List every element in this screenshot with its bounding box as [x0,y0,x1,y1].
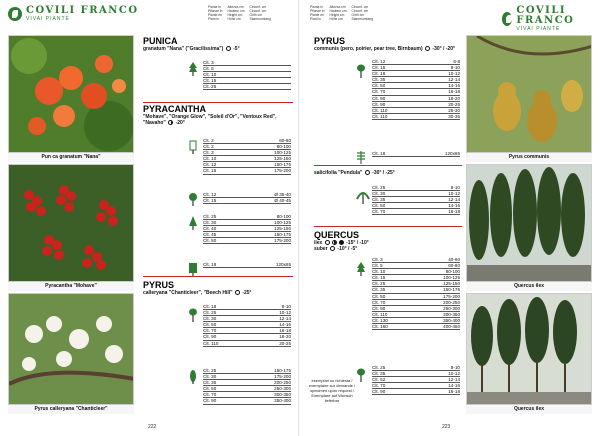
table-row: Clt. 15 175-200 [203,168,291,174]
standard-tree-shape-icon [188,308,198,322]
legend-col: Circonf. cm Circonf. cm Girth cm Stammumfang [249,5,271,21]
table-row: Clt. 160 400-450 [372,324,460,330]
temperature: -30° / -25° [372,170,395,176]
species-pyracantha [143,104,293,126]
temperature: -10° / -5° [337,246,358,252]
legend-col: Pianta in Pflanze in Plante en Plant in [310,5,325,21]
table-row: Clt. 110 25-30 [372,107,460,113]
sizes-quercus-2 [372,365,460,395]
section-divider [143,102,293,103]
temperature: -5° [233,46,240,52]
table-row: Clt. 3 100-125 [203,150,291,156]
half-sun-icon [332,240,337,245]
hedge-shape-icon [188,262,198,276]
sizes-pyracantha-3 [203,214,291,244]
photo-pyrus-communis [466,35,592,153]
table-row: Clt. 50 14-16 [203,322,291,328]
temperature: -25° [242,290,252,296]
table-row: Clt. 30 12-14 [203,316,291,322]
table-row: Clt. 15 100-125 [372,275,460,281]
table-row: Clt. 90 20-25 [372,101,460,107]
table-row: Clt. 12 150-175 [203,162,291,168]
caption-quercus-ilex-1: Quercus ilex [466,282,592,291]
espalier-shape-icon [356,150,366,164]
table-row: Clt. 3 40-60 [372,257,460,262]
half-sun-icon [168,120,173,125]
sizes-pyrus-calleryana-2 [203,368,291,405]
genus-title: PUNICA [143,36,178,46]
table-row: Clt. 15 Ø 40-45 [203,198,291,204]
right-page [300,0,600,436]
table-row: Clt. 90 350-400 [203,398,291,404]
table-row: Clt. 18 120x65 [372,151,460,156]
table-row: Clt. 18 120x65 [203,262,291,267]
variety-text: communis (pero, poirier, pear tree, Birnbaum) [314,46,423,52]
table-row: Clt. 10 [203,72,291,78]
species-pyrus-communis [314,36,455,52]
table-row: Clt. 70 200-250 [372,299,460,305]
legend-left [208,5,271,21]
caption-pyracantha: Pyracantha "Mohave" [8,282,134,291]
photo-pyrus-calleryana [8,293,134,405]
table-row: Clt. 30 175-200 [203,374,291,380]
table-row: Clt. 50 14-16 [372,203,460,209]
table-row: Clt. 70 16-18 [372,209,460,215]
table-row: Clt. 5 60-80 [372,263,460,269]
sizes-quercus-1 [372,257,460,330]
sun-icon [235,290,240,295]
table-row: Clt. 15 [203,78,291,84]
leaf-logo-icon [502,12,512,26]
species-pyrus-calleryana [143,280,252,296]
legend-col: Pianta in Pflanze in Plante en Plant in [208,5,223,21]
sizes-pyracantha-1 [203,138,291,175]
variety-text: calleryana "Chanticleer", "Beech Hill" [143,290,233,296]
variety-text: "Mohave", "Orange Glow", "Soleil d'Or", "Ventoux Red", "Navaho" [143,114,277,126]
caption-pyrus-calleryana: Pyrus calleryana "Chanticleer" [8,405,134,414]
table-row: Clt. 2 80-100 [203,144,291,150]
standard-tree-shape-icon [356,368,366,382]
page-number: 223 [442,424,451,430]
shade-icon [339,240,344,245]
weeping-shape-icon [356,190,370,204]
table-row: Clt. 10 125-150 [203,156,291,162]
bush-shape-icon [188,62,198,76]
standard-tree-shape-icon [356,64,366,78]
photo-pyracantha [8,164,134,282]
section-divider [314,226,462,227]
table-row: Clt. 50 14-16 [372,83,460,89]
brand-tag: VIVAI PIANTE [516,26,561,32]
table-row: Clt. 70 16-18 [372,89,460,95]
table-row: Clt. 3 [203,60,291,66]
species-pyrus-salicifolia [314,170,395,176]
ball-shape-icon [188,192,198,206]
table-row: Clt. 45 150-175 [203,232,291,238]
table-row: Clt. 10 80-100 [372,269,460,275]
brand-logo-left [8,6,139,22]
table-row: Clt. 70 300-350 [203,392,291,398]
table-row: Clt. 2 60-80 [203,138,291,143]
pyramid-shape-icon [188,216,198,230]
caption-quercus-ilex-2: Quercus ilex [466,405,592,414]
sun-icon [330,246,335,251]
brand-name: COVILI FRANCO [516,5,575,26]
caption-pyrus-communis: Pyrus communis [466,153,592,162]
table-row: Clt. 30 100-125 [203,220,291,226]
sun-icon [425,46,430,51]
table-row: Clt. 35 150-175 [372,287,460,293]
table-row: Clt. 25 8-10 [372,365,460,370]
legend-col: Circonf. cm Circonf. cm Girth cm Stammumfang [351,5,373,21]
table-row: Clt. 25 8-10 [372,185,460,190]
table-row: Clt. 50 175-200 [372,293,460,299]
table-row: Clt. 110 20-25 [203,340,291,346]
table-row: Clt. 90 18-20 [372,95,460,101]
table-row: Clt. 40 125-150 [203,226,291,232]
table-row: Clt. 25 [203,84,291,90]
table-row: Clt. 30 10-12 [372,191,460,197]
photo-quercus-ilex-1 [466,164,592,282]
bush-shape-icon [356,262,366,276]
table-row: Clt. 12 Ø 35-40 [203,192,291,197]
variety-text: ilex [314,240,323,246]
specimen-note: esemplari su richiesta / exemplaire sur demande / specimen upon request / Exemplare auf Wunsch lieferbar [308,378,356,403]
page-number: 222 [148,424,157,430]
sun-icon [365,170,370,175]
caption-punica: Pun ca granatum "Nana" [8,153,134,162]
photo-punica [8,35,134,153]
table-row: Clt. 18 10-12 [372,71,460,77]
table-row: Clt. 35 10-12 [372,371,460,377]
sun-icon [226,46,231,51]
table-row: Clt. 35 12-14 [372,197,460,203]
sizes-pyrus-communis-2 [372,151,460,157]
sizes-pyracantha-2 [203,192,291,204]
brand-logo-right [502,6,600,32]
table-row: Clt. 70 14-16 [372,383,460,389]
genus-title: QUERCUS [314,230,360,240]
legend-right [310,5,373,21]
brand-tag: VIVAI PIANTE [26,16,70,22]
trellis-shape-icon [188,140,198,154]
table-row: Clt. 50 250-300 [203,386,291,392]
genus-title: PYRUS [143,280,175,290]
brand-name: COVILI FRANCO [26,5,139,16]
temperature: -20° [175,120,185,126]
section-divider [143,276,293,277]
table-row: Clt. 130 350-400 [372,317,460,323]
species-quercus [314,230,369,252]
table-row: Clt. 25 10-12 [203,310,291,316]
table-row: Clt. 25 125-150 [372,281,460,287]
table-row: Clt. 35 12-14 [372,77,460,83]
table-row: Clt. 90 250-300 [372,305,460,311]
table-row: Clt. 110 300-350 [372,311,460,317]
table-row: Clt. 70 16-18 [203,328,291,334]
sizes-punica [203,60,291,90]
temperature: -30° / -20° [432,46,456,52]
sizes-pyrus-communis-1 [372,59,460,120]
species-punica [143,36,240,52]
variety-text: suber [314,246,328,252]
table-row: Clt. 50 175-200 [203,238,291,244]
sizes-pyrus-calleryana-1 [203,304,291,347]
genus-title: PYRACANTHA [143,104,206,114]
table-row: Clt. 52 12-14 [372,377,460,383]
variety-text: salicifolia "Pendula" [314,170,363,176]
column-shape-icon [188,370,198,384]
table-row: Clt. 35 200-250 [203,380,291,386]
table-row: Clt. 5 [203,66,291,72]
variety-text: granatum "Nana" ("Gracilissima") [143,46,224,52]
table-row: Clt. 110 30-35 [372,113,460,119]
section-divider [314,165,462,166]
table-row: Clt. 12 6-8 [372,59,460,64]
temperature: -15° / -10° [346,240,369,246]
photo-quercus-ilex-2 [466,293,592,405]
table-row: Clt. 90 18-20 [203,334,291,340]
table-row: Clt. 18 8-10 [203,304,291,309]
sizes-salicifolia [372,185,460,215]
leaf-logo-icon [8,7,22,21]
legend-col: Altezza cm Hauteur cm Height cm Höhe cm [227,5,245,21]
legend-col: Altezza cm Hauteur cm Height cm Höhe cm [329,5,347,21]
sizes-pyracantha-4 [203,262,291,268]
table-row: Clt. 15 8-10 [372,65,460,71]
sun-icon [325,240,330,245]
table-row: Clt. 90 16-18 [372,389,460,395]
table-row: Clt. 25 150-175 [203,368,291,373]
genus-title: PYRUS [314,36,346,46]
table-row: Clt. 25 80-100 [203,214,291,219]
